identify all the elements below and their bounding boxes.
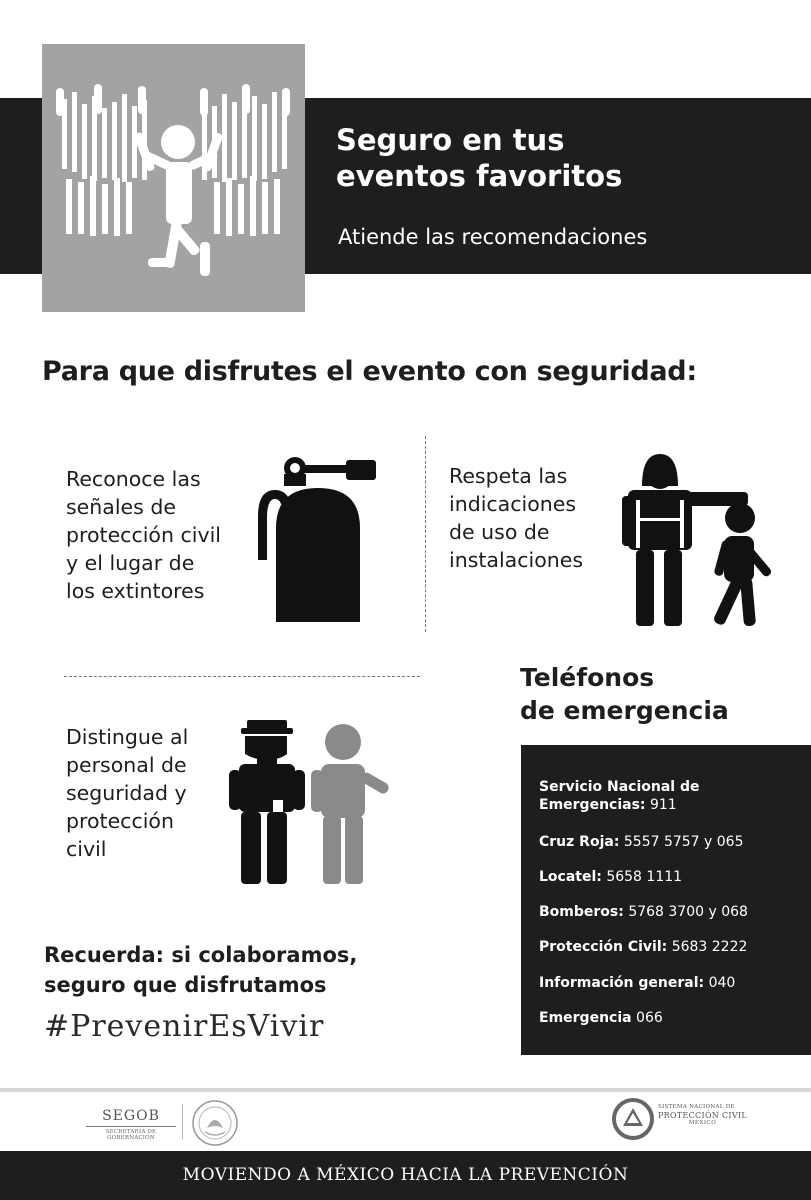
tip-line: civil bbox=[66, 837, 107, 861]
proteccion-civil-logo-icon bbox=[612, 1098, 654, 1140]
phone-number: 911 bbox=[649, 797, 677, 813]
tip-instructions bbox=[449, 462, 583, 574]
remember-line-1: Recuerda: si colaboramos, bbox=[44, 943, 358, 967]
phone-number: 5768 3700 y 068 bbox=[628, 904, 748, 920]
title-line-2: eventos favoritos bbox=[336, 159, 623, 193]
phone-entry-cruz-roja bbox=[539, 833, 799, 851]
tip-security-staff bbox=[66, 723, 188, 863]
phone-entry-locatel bbox=[539, 868, 799, 886]
footer-slogan: MOVIENDO A MÉXICO HACIA LA PREVENCIÓN bbox=[0, 1151, 811, 1200]
tip-line: protección bbox=[66, 809, 174, 833]
tip-line: indicaciones bbox=[449, 492, 577, 516]
section-divider-vertical bbox=[425, 436, 426, 632]
section-divider-horizontal bbox=[64, 676, 420, 677]
hero-image bbox=[42, 44, 305, 312]
phones-heading bbox=[520, 661, 729, 727]
hashtag: #PrevenirEsVivir bbox=[44, 1009, 325, 1044]
page-subtitle: Atiende las recomendaciones bbox=[338, 225, 648, 249]
tip-line: Reconoce las bbox=[66, 467, 201, 491]
fire-extinguisher-icon bbox=[258, 456, 380, 626]
footer-divider bbox=[0, 1088, 811, 1092]
phones-heading-line-2: de emergencia bbox=[520, 696, 729, 725]
tip-extinguishers bbox=[66, 465, 221, 605]
tip-line: Distingue al bbox=[66, 725, 189, 749]
tip-line: Respeta las bbox=[449, 464, 568, 488]
phone-label: Cruz Roja: bbox=[539, 834, 620, 850]
security-officer-icon bbox=[225, 720, 390, 885]
phone-number: 5658 1111 bbox=[606, 869, 683, 885]
tip-line: seguridad y bbox=[66, 781, 187, 805]
proteccion-civil-wordmark bbox=[658, 1104, 747, 1126]
tip-line: los extintores bbox=[66, 579, 205, 603]
phone-label: Emergencias: bbox=[539, 797, 646, 813]
phone-label: Servicio Nacional de bbox=[539, 779, 700, 795]
staff-guiding-person-icon bbox=[622, 452, 782, 630]
phone-label: Información general: bbox=[539, 975, 705, 991]
phone-entry-proteccion-civil bbox=[539, 938, 799, 956]
tip-line: y el lugar de bbox=[66, 551, 195, 575]
phone-label: Emergencia bbox=[539, 1010, 632, 1026]
phone-label: Bomberos: bbox=[539, 904, 624, 920]
page-title bbox=[336, 122, 776, 194]
national-seal-icon bbox=[190, 1098, 240, 1148]
pc-line-1: SISTEMA NACIONAL DE bbox=[658, 1104, 735, 1110]
tip-line: de uso de bbox=[449, 520, 550, 544]
tip-line: protección civil bbox=[66, 523, 221, 547]
intro-heading: Para que disfrutes el evento con seguridad: bbox=[42, 356, 697, 387]
phone-number: 066 bbox=[636, 1010, 663, 1026]
tip-line: instalaciones bbox=[449, 548, 584, 572]
phone-number: 5683 2222 bbox=[671, 939, 748, 955]
crowd-celebrating-icon bbox=[42, 44, 305, 312]
phone-entry-emergencias bbox=[539, 778, 799, 814]
remember-line-2: seguro que disfrutamos bbox=[44, 973, 327, 997]
pc-line-3: MÉXICO bbox=[688, 1120, 717, 1126]
logo-separator bbox=[182, 1104, 183, 1140]
remember-message bbox=[44, 940, 357, 1000]
phones-heading-line-1: Teléfonos bbox=[520, 663, 655, 692]
tip-line: personal de bbox=[66, 753, 187, 777]
segob-logo bbox=[86, 1108, 176, 1141]
tip-line: señales de bbox=[66, 495, 176, 519]
phone-entry-informacion bbox=[539, 974, 799, 992]
pc-line-2: PROTECCIÓN CIVIL bbox=[658, 1111, 747, 1120]
phone-entry-bomberos bbox=[539, 903, 799, 921]
title-line-1: Seguro en tus bbox=[336, 123, 565, 157]
phone-label: Protección Civil: bbox=[539, 939, 668, 955]
phone-entry-emergencia bbox=[539, 1009, 799, 1027]
phone-label: Locatel: bbox=[539, 869, 602, 885]
phone-number: 040 bbox=[708, 975, 736, 991]
segob-subtitle: SECRETARÍA DE GOBERNACIÓN bbox=[105, 1129, 157, 1141]
segob-name: SEGOB bbox=[86, 1108, 176, 1127]
phone-number: 5557 5757 y 065 bbox=[623, 834, 744, 850]
